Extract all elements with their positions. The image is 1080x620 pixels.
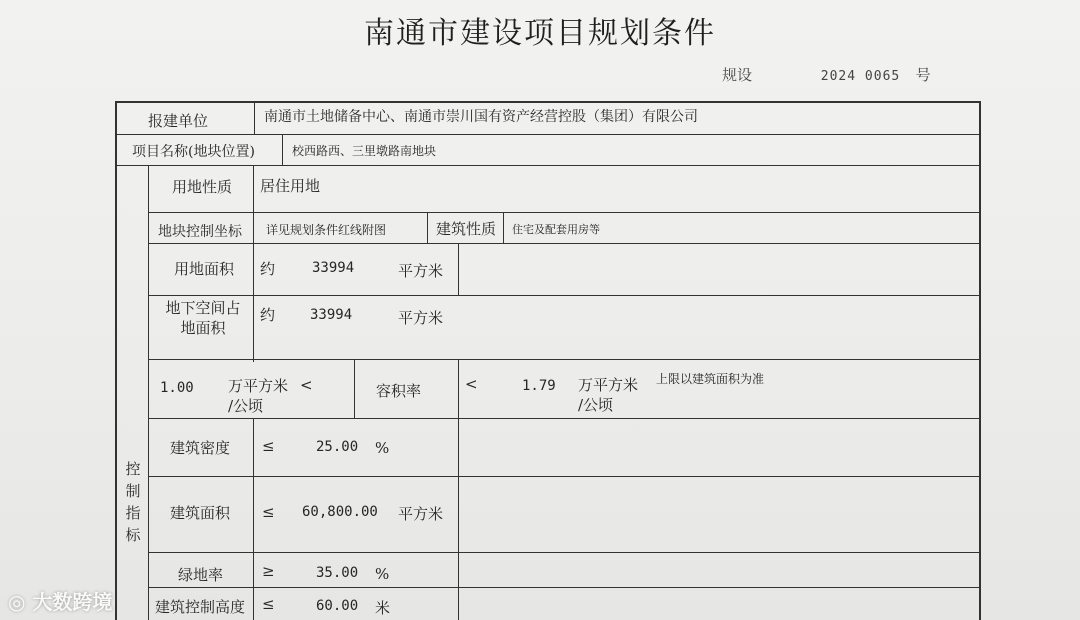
project-value: 校西路西、三里墩路南地块 xyxy=(292,144,437,158)
doc-number-value: 2024 0065 xyxy=(820,69,901,84)
watermark xyxy=(8,586,112,615)
document-title: 南通市建设项目规划条件 xyxy=(364,16,716,51)
coords-value: 详见规划条件红线附图 xyxy=(266,223,387,237)
document-number xyxy=(722,64,931,85)
far-low-unit-per-ha: /公顷 xyxy=(228,397,264,415)
floor-area-unit: 平方米 xyxy=(398,505,444,523)
far-high-unit-per-ha: /公顷 xyxy=(578,396,614,414)
far-high-unit: 万平方米 xyxy=(578,376,639,394)
coords-label: 地块控制坐标 xyxy=(158,224,242,240)
land-use-label: 用地性质 xyxy=(172,178,233,196)
height-operator: ≤ xyxy=(262,595,275,613)
control-indicators-label: 控制指标 xyxy=(125,460,141,544)
density-value: 25.00 xyxy=(316,439,359,455)
green-ratio-operator: ≥ xyxy=(262,562,275,580)
applicant-value: 南通市土地储备中心、南通市崇川国有资产经营控股（集团）有限公司 xyxy=(264,109,698,125)
density-label: 建筑密度 xyxy=(170,439,231,457)
land-area-prefix: 约 xyxy=(260,260,276,278)
land-area-value: 33994 xyxy=(312,260,355,276)
land-area-unit: 平方米 xyxy=(398,262,444,280)
doc-number-label: 规设 xyxy=(722,66,753,84)
floor-area-value: 60,800.00 xyxy=(302,504,378,520)
far-low-unit: 万平方米 xyxy=(228,377,289,395)
far-low-value: 1.00 xyxy=(160,380,194,396)
green-ratio-value: 35.00 xyxy=(316,565,359,581)
density-unit: % xyxy=(375,439,390,457)
height-value: 60.00 xyxy=(316,598,359,614)
far-high-value: 1.79 xyxy=(522,378,556,394)
far-high-operator: < xyxy=(465,375,478,393)
underground-prefix: 约 xyxy=(260,306,276,324)
land-area-label: 用地面积 xyxy=(174,260,235,278)
watermark-text: 大数跨境 xyxy=(32,590,113,614)
land-use-value: 居住用地 xyxy=(260,177,321,195)
applicant-label: 报建单位 xyxy=(148,112,209,130)
underground-value: 33994 xyxy=(310,307,353,323)
floor-area-operator: ≤ xyxy=(262,503,275,521)
green-ratio-unit: % xyxy=(375,565,390,583)
far-note: 上限以建筑面积为准 xyxy=(656,372,765,386)
far-label: 容积率 xyxy=(376,382,422,400)
floor-area-label: 建筑面积 xyxy=(170,504,231,522)
watermark-logo-icon: ◎ xyxy=(8,590,33,614)
underground-label: 地下空间占地面积 xyxy=(165,299,241,337)
building-nature-label: 建筑性质 xyxy=(436,220,497,238)
density-operator: ≤ xyxy=(262,437,275,455)
height-label: 建筑控制高度 xyxy=(155,598,246,616)
project-label: 项目名称(地块位置) xyxy=(132,144,255,160)
doc-number-suffix: 号 xyxy=(915,66,931,84)
building-nature-value: 住宅及配套用房等 xyxy=(512,223,600,236)
far-low-operator: < xyxy=(300,376,313,394)
height-unit: 米 xyxy=(375,599,391,617)
underground-unit: 平方米 xyxy=(398,309,444,327)
green-ratio-label: 绿地率 xyxy=(178,566,224,584)
